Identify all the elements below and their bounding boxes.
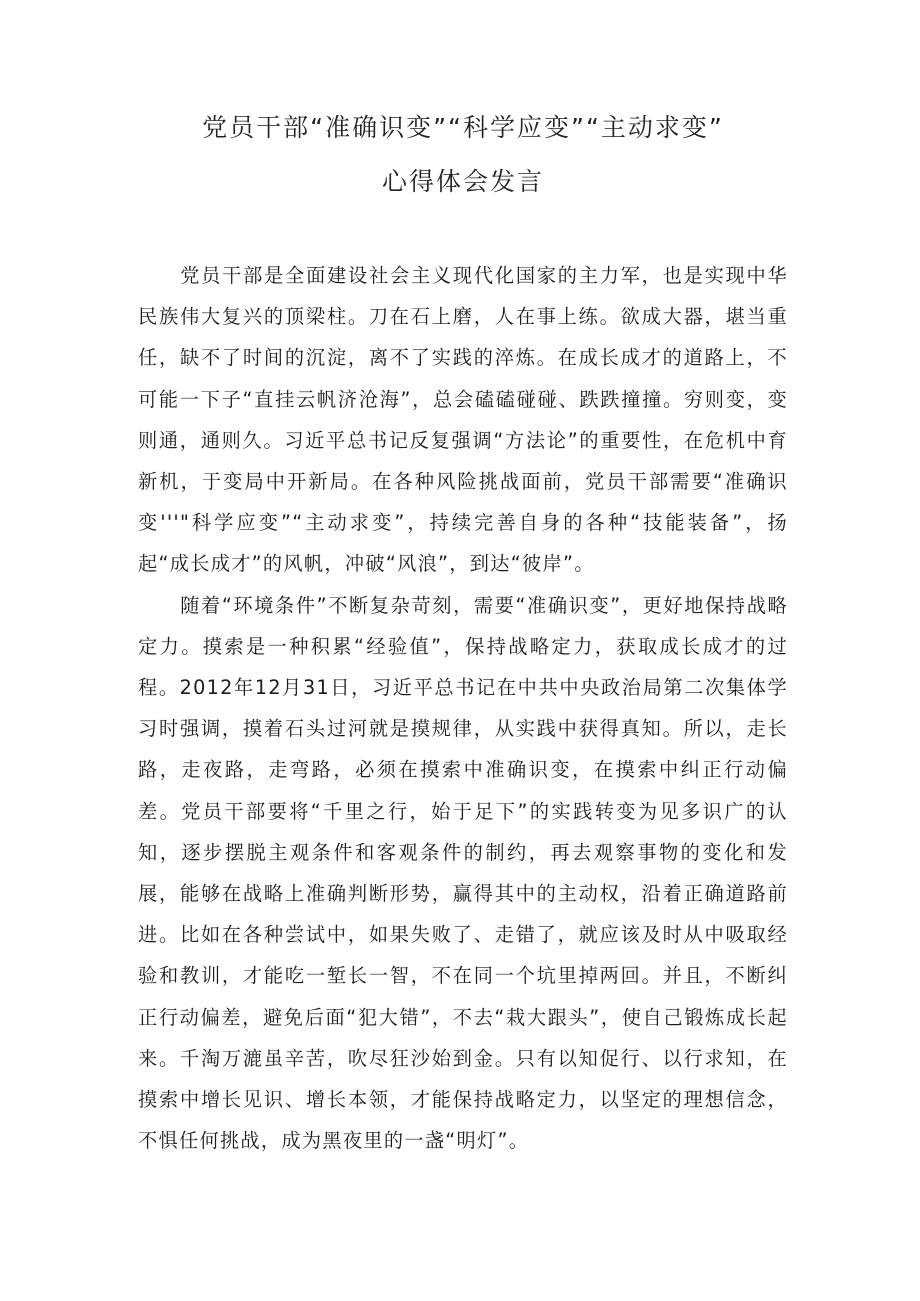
paragraph-2: 随着“环境条件”不断复杂苛刻，需要“准确识变”，更好地保持战略定力。摸索是一种积累“经验值”，保持战略定力，获取成长成才的过程。2012年12月31日，习近平总书记在中共中央政治局第二次集体学习时强调，摸着石头过河就是摸规律，从实践中获得真知。所以，走长路，走夜路，走弯路，必须在摸索中准确识变，在摸索中纠正行动偏差。党员干部要将“千里之行，始于足下”的实践转变为见多识广的认知，逐步摆脱主观条件和客观条件的制约，再去观察事物的变化和发展，能够在战略上准确判断形势，赢得其中的主动权，沿着正确道路前进。比如在各种尝试中，如果失败了、走错了，就应该及时从中吸取经验和教训，才能吃一堑长一智，不在同一个坑里掉两回。并且，不断纠正行动偏差，避免后面“犯大错”，不去“栽大跟头”，使自己锻炼成长起来。千淘万漉虽辛苦，吹尽狂沙始到金。只有以知促行、以行求知，在摸索中增长见识、增长本领，才能保持战略定力，以坚定的理想信念，不惧任何挑战，成为黑夜里的一盏“明灯”。 [138,593,788,1153]
paragraph-1: 党员干部是全面建设社会主义现代化国家的主力军，也是实现中华民族伟大复兴的顶梁柱。刀在石上磨，人在事上练。欲成大器，堪当重任，缺不了时间的沉淀，离不了实践的淬炼。在成长成才的道路上，不可能一下子“直挂云帆济沧海”，总会磕磕碰碰、跌跌撞撞。穷则变，变则通，通则久。习近平总书记反复强调“方法论”的重要性，在危机中育新机，于变局中开新局。在各种风险挑战面前，党员干部需要“准确识变'''"科学应变”“主动求变”，持续完善自身的各种“技能装备”，扬起“成长成才”的风帆，冲破“风浪”，到达“彼岸”。 [138,264,788,576]
title-line-2: 心得体会发言 [381,167,544,196]
document-body [138,255,788,1161]
title-line-1: 党员干部“准确识变”“科学应变”“主动求变” [202,113,724,142]
document-title [138,108,788,202]
